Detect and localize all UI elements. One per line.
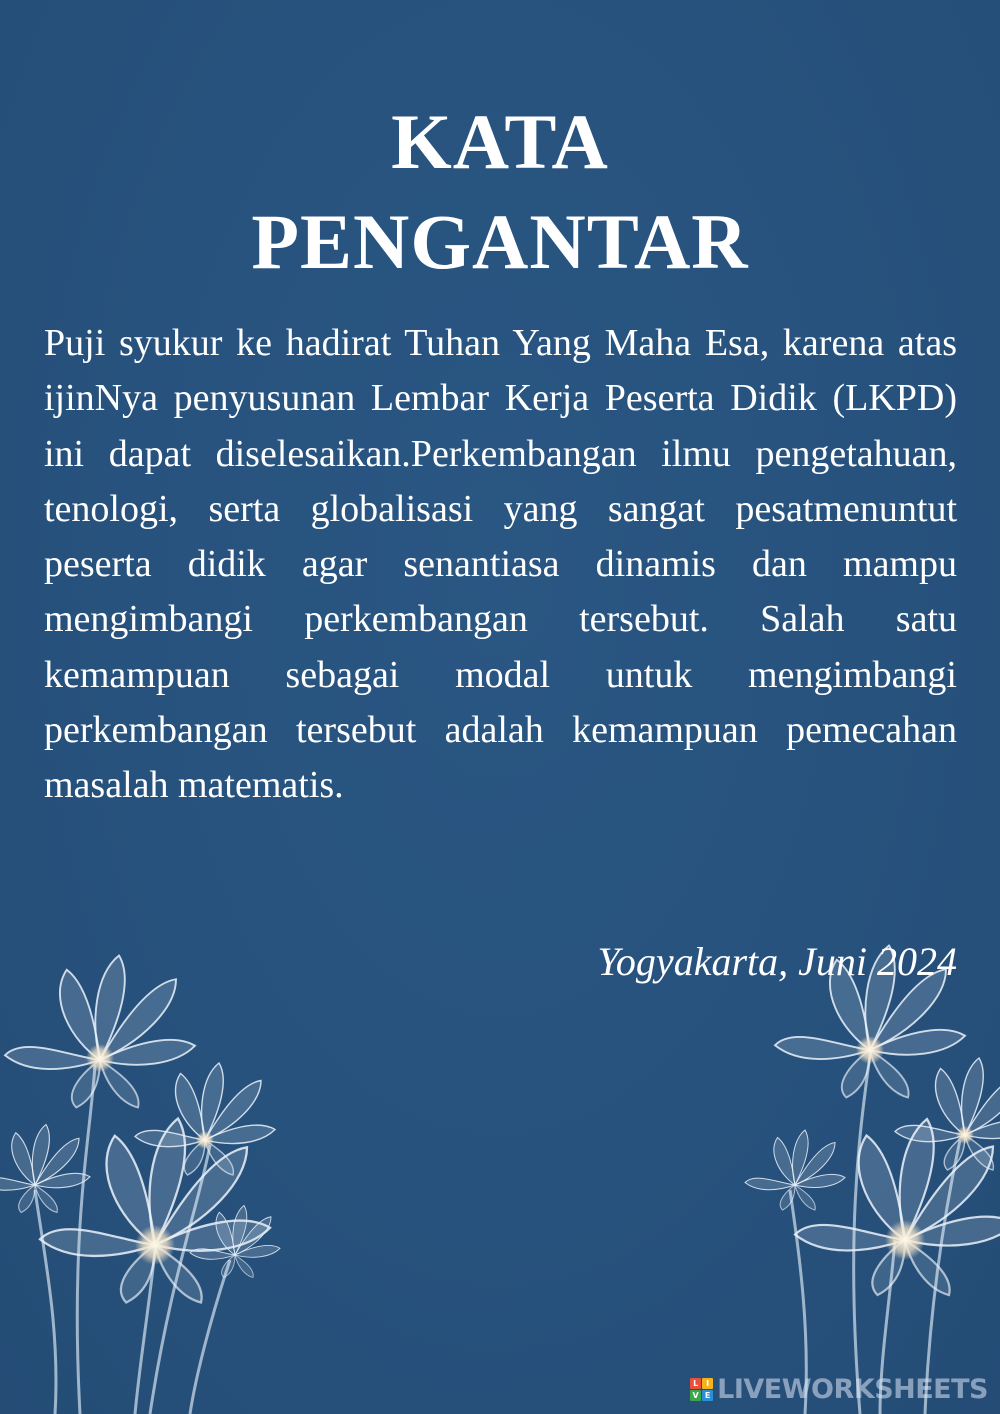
logo-letter-i: I — [702, 1378, 713, 1389]
logo-letter-e: E — [702, 1390, 713, 1401]
title-line-2: PENGANTAR — [251, 198, 749, 285]
signature-place-date: Yogyakarta, Juni 2024 — [597, 939, 957, 984]
logo-letter-l: L — [690, 1378, 701, 1389]
title-line-1: KATA — [391, 98, 609, 185]
body-paragraph: Puji syukur ke hadirat Tuhan Yang Maha Esa, karena atas ijinNya penyusunan Lembar Kerja Peserta Didik (LKPD) ini dapat diselesaikan.Perkembangan ilmu pengetahuan, tenologi, serta globalisasi yang sangat pesatmenuntut peserta didik agar senantiasa dinamis dan mampu mengimbangi perkembangan tersebut. Salah satu kemampuan sebagai modal untuk mengimbangi perkembangan tersebut adalah kemampuan pemecahan masalah matematis. — [44, 322, 957, 807]
liveworksheets-logo-icon — [690, 1378, 713, 1401]
page-title — [0, 92, 1000, 292]
watermark-text: LIVEWORKSHEETS — [717, 1373, 988, 1405]
liveworksheets-watermark — [690, 1372, 988, 1406]
logo-letter-v: V — [690, 1390, 701, 1401]
